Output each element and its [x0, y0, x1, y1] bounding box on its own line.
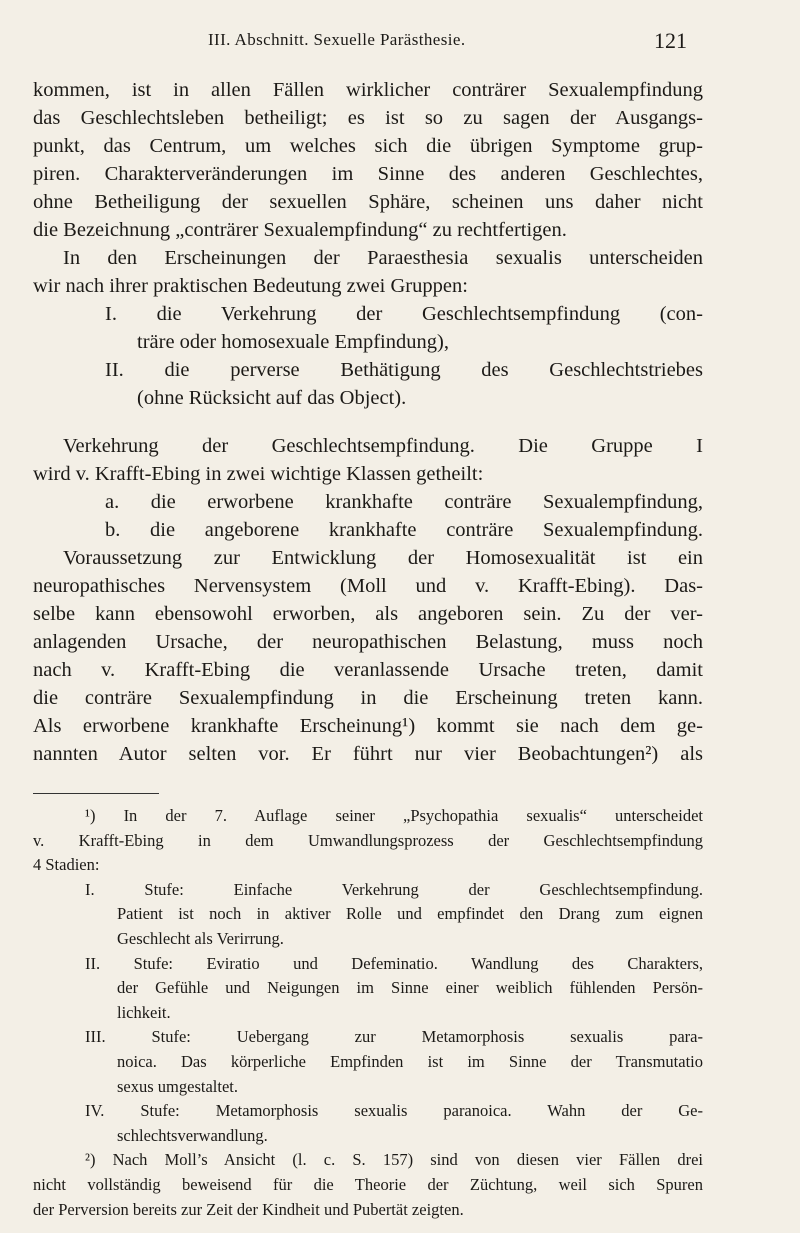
footnote-line: II. Stufe: Eviratio und Defeminatio. Wandlung des Charakters, — [85, 953, 703, 973]
body-text — [33, 76, 703, 768]
text-line: In den Erscheinungen der Paraesthesia sexualis unterscheiden — [63, 247, 703, 269]
footnote-line: Patient ist noch in aktiver Rolle und empfindet den Drang zum eignen — [117, 904, 703, 924]
text-line: nannten Autor selten vor. Er führt nur vier Beobachtungen²) als — [33, 743, 703, 765]
text-line: Verkehrung der Geschlechtsempfindung. Die Gruppe I — [63, 435, 703, 457]
footnote-line: I. Stufe: Einfache Verkehrung der Geschlechtsempfindung. — [85, 879, 703, 899]
footnote-line: nicht vollständig beweisend für die Theorie der Züchtung, weil sich Spuren — [33, 1174, 703, 1194]
page-header — [33, 28, 703, 58]
text-line: anlagenden Ursache, der neuropathischen Belastung, muss noch — [33, 631, 703, 653]
text-line: selbe kann ebensowohl erworben, als angeboren sein. Zu der ver- — [33, 603, 703, 625]
text-line: das Geschlechtsleben betheiligt; es ist so zu sagen der Ausgangs- — [33, 107, 703, 129]
footnote-line: 4 Stadien: — [33, 855, 100, 875]
text-line: kommen, ist in allen Fällen wirklicher conträrer Sexualempfindung — [33, 79, 703, 101]
footnote-line: IV. Stufe: Metamorphosis sexualis paranoica. Wahn der Ge- — [85, 1101, 703, 1121]
text-line: träre oder homosexuale Empfindung), — [137, 331, 449, 353]
footnote-line: III. Stufe: Uebergang zur Metamorphosis sexualis para- — [85, 1027, 703, 1047]
text-line: nach v. Krafft-Ebing die veranlassende Ursache treten, damit — [33, 659, 703, 681]
text-line: punkt, das Centrum, um welches sich die übrigen Symptome grup- — [33, 135, 703, 157]
footnote-line: ²) Nach Moll’s Ansicht (l. c. S. 157) sind von diesen vier Fällen drei — [85, 1150, 703, 1170]
text-line: Als erworbene krankhafte Erscheinung¹) kommt sie nach dem ge- — [33, 715, 703, 737]
text-line: I. die Verkehrung der Geschlechtsempfindung (con- — [105, 303, 703, 325]
text-line: II. die perverse Bethätigung des Geschlechtstriebes — [105, 359, 703, 381]
text-line: ohne Betheiligung der sexuellen Sphäre, scheinen uns daher nicht — [33, 191, 703, 213]
footnote-line: der Perversion bereits zur Zeit der Kindheit und Pubertät zeigten. — [33, 1199, 464, 1219]
running-head: III. Abschnitt. Sexuelle Parästhesie. — [208, 30, 466, 49]
footnote-line: lichkeit. — [117, 1002, 171, 1022]
footnote-line: Geschlecht als Verirrung. — [117, 928, 284, 948]
footnote-line: ¹) In der 7. Auflage seiner „Psychopathia sexualis“ unterscheidet — [85, 806, 703, 825]
footnote-line: sexus umgestaltet. — [117, 1076, 238, 1096]
footnote-line: noica. Das körperliche Empfinden ist im Sinne der Transmutatio — [117, 1051, 703, 1071]
text-line: a. die erworbene krankhafte conträre Sexualempfindung, — [105, 491, 703, 513]
text-line: b. die angeborene krankhafte conträre Sexualempfindung. — [105, 519, 703, 541]
footnote-rule — [33, 793, 159, 794]
footnote-line: v. Krafft-Ebing in dem Umwandlungsprozess der Geschlechtsempfindung — [33, 830, 703, 850]
footnotes — [33, 804, 703, 1222]
text-line: die conträre Sexualempfindung in die Erscheinung treten kann. — [33, 687, 703, 709]
page-number: 121 — [654, 28, 687, 53]
text-line: wir nach ihrer praktischen Bedeutung zwei Gruppen: — [33, 275, 468, 297]
text-line: piren. Charakterveränderungen im Sinne des anderen Geschlechtes, — [33, 163, 703, 185]
footnote-line: der Gefühle und Neigungen im Sinne einer weiblich fühlenden Persön- — [117, 978, 703, 998]
footnote-line: schlechtsverwandlung. — [117, 1125, 268, 1145]
text-line: die Bezeichnung „conträrer Sexualempfindung“ zu rechtfertigen. — [33, 219, 567, 241]
text-line: neuropathisches Nervensystem (Moll und v. Krafft-Ebing). Das- — [33, 575, 703, 597]
paragraph-gap — [33, 412, 703, 432]
text-line: wird v. Krafft-Ebing in zwei wichtige Klassen getheilt: — [33, 463, 484, 485]
text-line: (ohne Rücksicht auf das Object). — [137, 387, 407, 409]
text-line: Voraussetzung zur Entwicklung der Homosexualität ist ein — [63, 547, 703, 569]
